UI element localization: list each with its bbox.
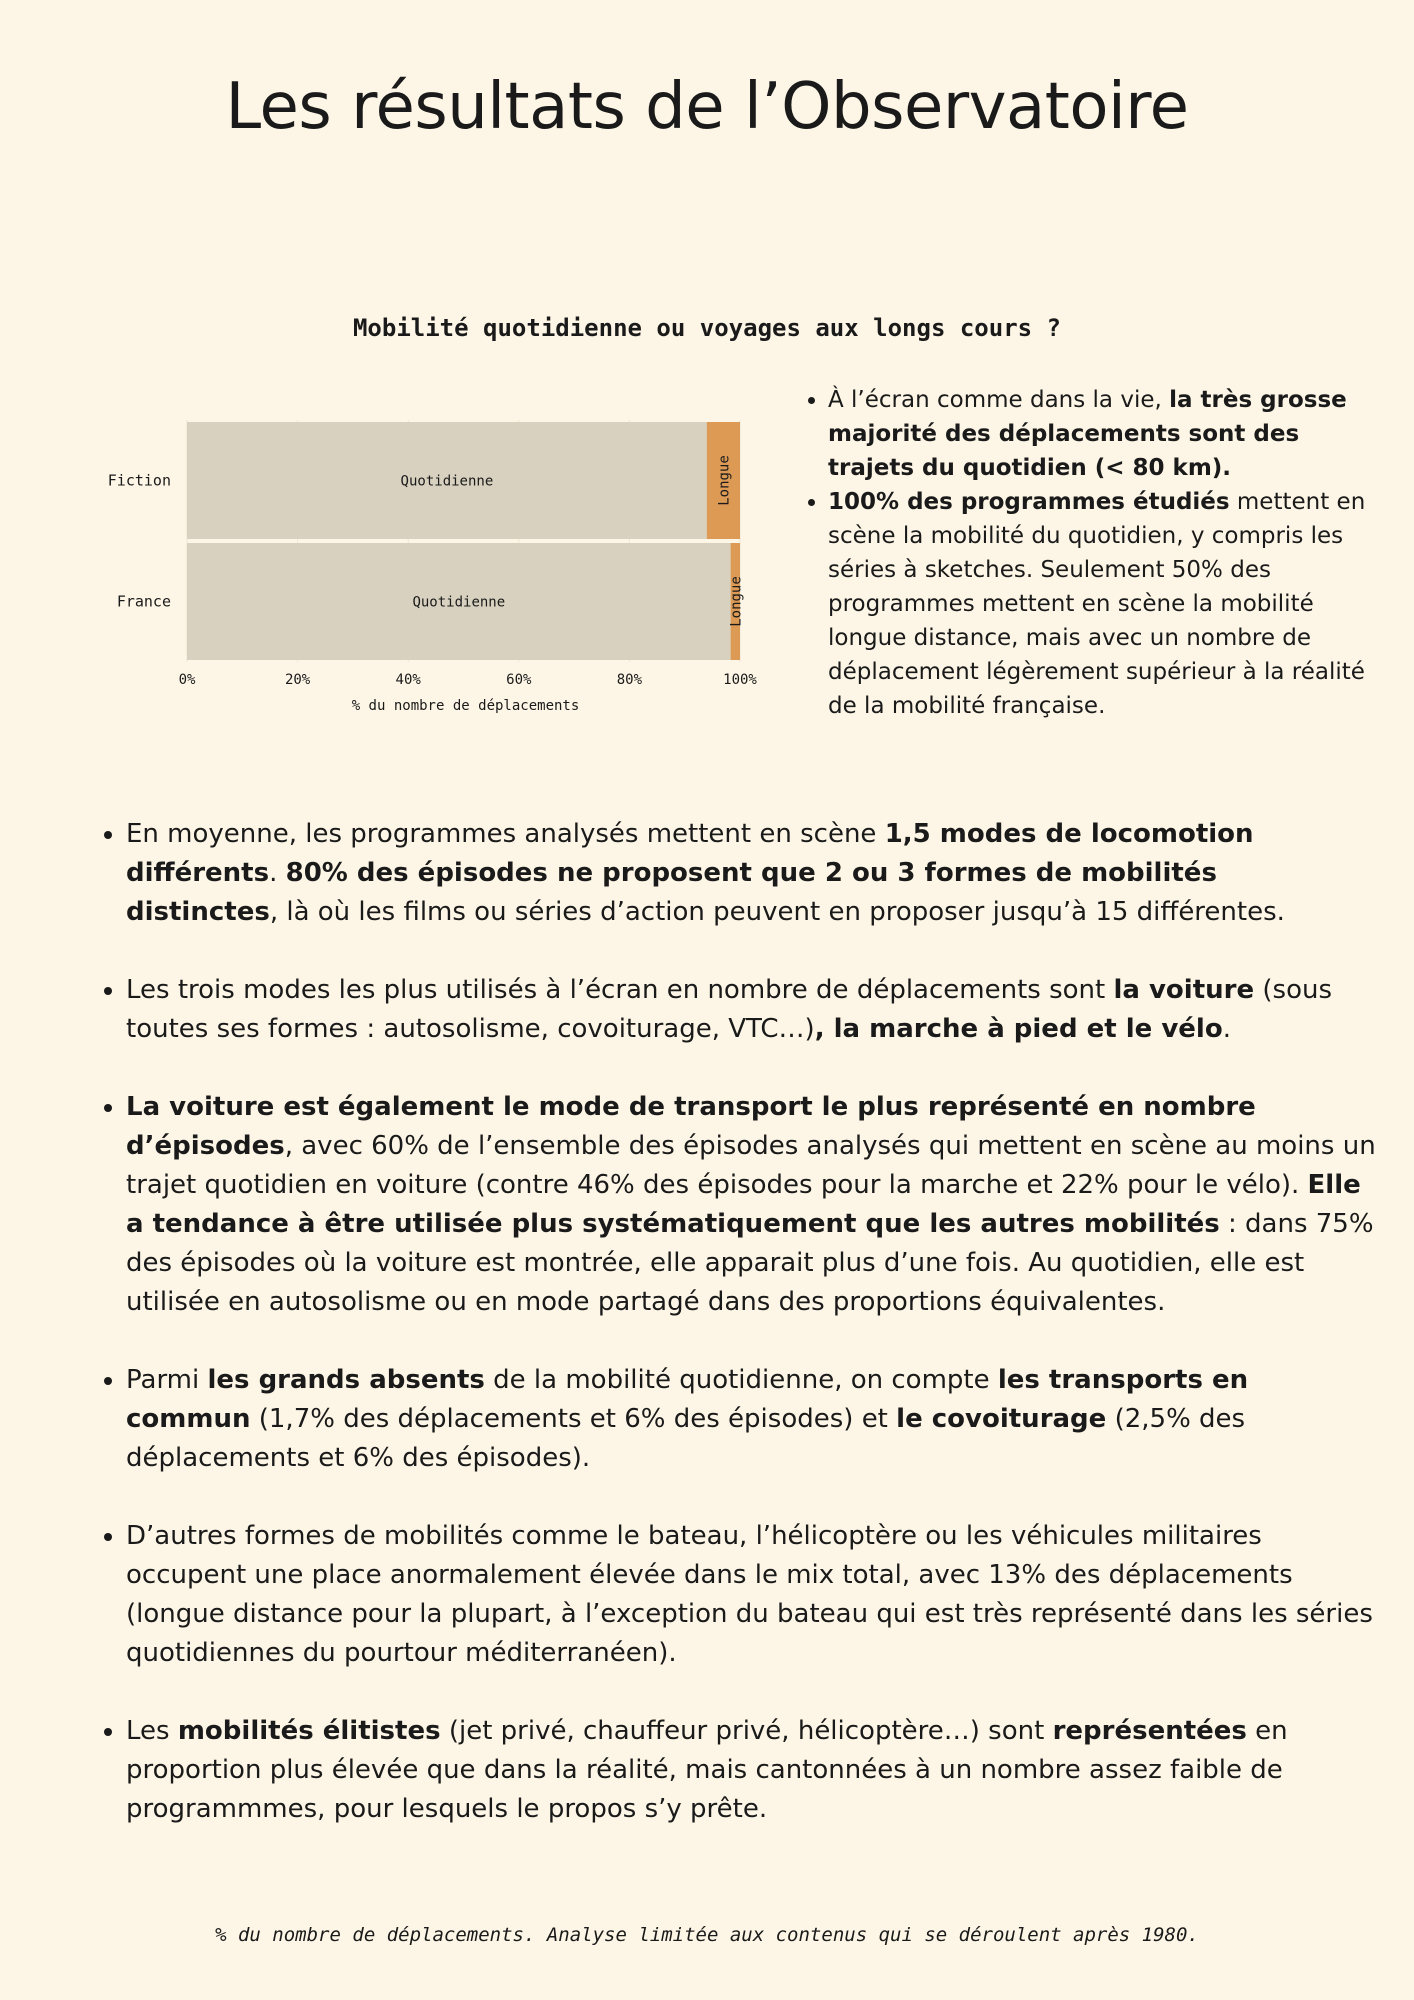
list-item: [126, 1712, 1376, 1829]
text-run: .: [269, 858, 286, 888]
text-run: en proportion plus élevée que dans la réalité, mais cantonnées à un nombre assez faible de programmmes, pour lesquels le propos s’y prête.: [126, 1716, 1288, 1824]
tick-label: 0%: [178, 672, 196, 688]
bar-label: Longue: [716, 455, 733, 506]
bold-text: les grands absents: [207, 1365, 485, 1395]
list-item: [126, 815, 1376, 932]
list-item: [126, 1517, 1376, 1673]
bar-label: Quotidienne: [412, 594, 506, 611]
text-run: (jet privé, chauffeur privé, hélicoptère…) sont: [440, 1716, 1053, 1746]
text-run: (2,5% des déplacements et 6% des épisodes).: [126, 1404, 1246, 1473]
tick-label: 100%: [723, 672, 757, 688]
text-run: , là où les films ou séries d’action peuvent en proposer jusqu’à 15 différentes.: [269, 897, 1285, 927]
list-item: [126, 971, 1376, 1049]
findings-list: [98, 815, 1376, 1868]
bold-text: le covoiturage: [896, 1404, 1107, 1434]
bold-text: 1,5 modes de locomotion différents: [126, 819, 1254, 888]
text-run: En moyenne, les programmes analysés mettent en scène: [126, 819, 885, 849]
list-item: [828, 485, 1388, 723]
text-run: : dans 75% des épisodes où la voiture est montrée, elle apparait plus d’une fois. Au quotidien, elle est utilisée en autosolisme ou en mode partagé dans des proportions équivalentes.: [126, 1209, 1374, 1317]
list-item: [126, 1088, 1376, 1322]
bold-text: les transports en commun: [126, 1365, 1249, 1434]
chart-title: Mobilité quotidienne ou voyages aux longs cours ?: [352, 314, 1061, 342]
text-run: À l’écran comme dans la vie,: [828, 387, 1170, 413]
text-run: Parmi: [126, 1365, 208, 1395]
tick-label: 80%: [616, 672, 643, 688]
text-run: mettent en scène la mobilité du quotidien, y compris les séries à sketches. Seulement 50% des programmes mettent en scène la mobilité longue distance, mais avec un nombre de déplacement légèrement supérieur à la réalité de la mobilité française.: [828, 489, 1366, 719]
bold-text: , la marche à pied et le vélo: [814, 1014, 1223, 1044]
stacked-bar-chart: [90, 400, 770, 730]
text-run: (sous toutes ses formes : autosolisme, covoiturage, VTC…): [126, 975, 1332, 1044]
bar-label: Longue: [728, 576, 745, 627]
tick-label: 20%: [284, 672, 311, 688]
bold-text: représentées: [1052, 1716, 1247, 1746]
list-item: [828, 383, 1388, 485]
chart-commentary-list: [800, 383, 1388, 723]
bold-text: mobilités élitistes: [177, 1716, 441, 1746]
x-axis-label: % du nombre de déplacements: [351, 698, 580, 714]
bold-text: La voiture est également le mode de transport le plus représenté en nombre d’épisodes: [126, 1092, 1256, 1161]
text-run: (1,7% des déplacements et 6% des épisodes) et: [250, 1404, 897, 1434]
tick-label: 60%: [506, 672, 532, 688]
category-label: Fiction: [107, 471, 171, 490]
text-run: D’autres formes de mobilités comme le bateau, l’hélicoptère ou les véhicules militaires occupent une place anormalement élevée dans le mix total, avec 13% des déplacements (longue distance pour la plupart, à l’exception du bateau qui est très représenté dans les séries quotidiennes du pourtour méditerranéen).: [126, 1521, 1373, 1668]
text-run: de la mobilité quotidienne, on compte: [484, 1365, 998, 1395]
tick-label: 40%: [395, 672, 421, 688]
bold-text: 100% des programmes étudiés: [828, 489, 1230, 515]
text-run: Les trois modes les plus utilisés à l’écran en nombre de déplacements sont: [126, 975, 1114, 1005]
bold-text: la très grosse majorité des déplacements sont des trajets du quotidien (< 80 km).: [828, 387, 1347, 481]
bold-text: 80% des épisodes ne proposent que 2 ou 3 formes de mobilités distinctes: [126, 858, 1217, 927]
text-run: Les: [126, 1716, 178, 1746]
category-label: France: [116, 592, 171, 611]
bar-label: Quotidienne: [400, 473, 494, 490]
text-run: , avec 60% de l’ensemble des épisodes analysés qui mettent en scène au moins un trajet quotidien en voiture (contre 46% des épisodes pour la marche et 22% pour le vélo).: [126, 1131, 1376, 1200]
page-title: Les résultats de l’Observatoire: [225, 70, 1189, 144]
text-run: .: [1222, 1014, 1231, 1044]
footnote: % du nombre de déplacements. Analyse limitée aux contenus qui se déroulent après 1980.: [215, 1924, 1199, 1946]
bold-text: Elle a tendance à être utilisée plus systématiquement que les autres mobilités: [126, 1170, 1361, 1239]
bold-text: la voiture: [1113, 975, 1255, 1005]
list-item: [126, 1361, 1376, 1478]
